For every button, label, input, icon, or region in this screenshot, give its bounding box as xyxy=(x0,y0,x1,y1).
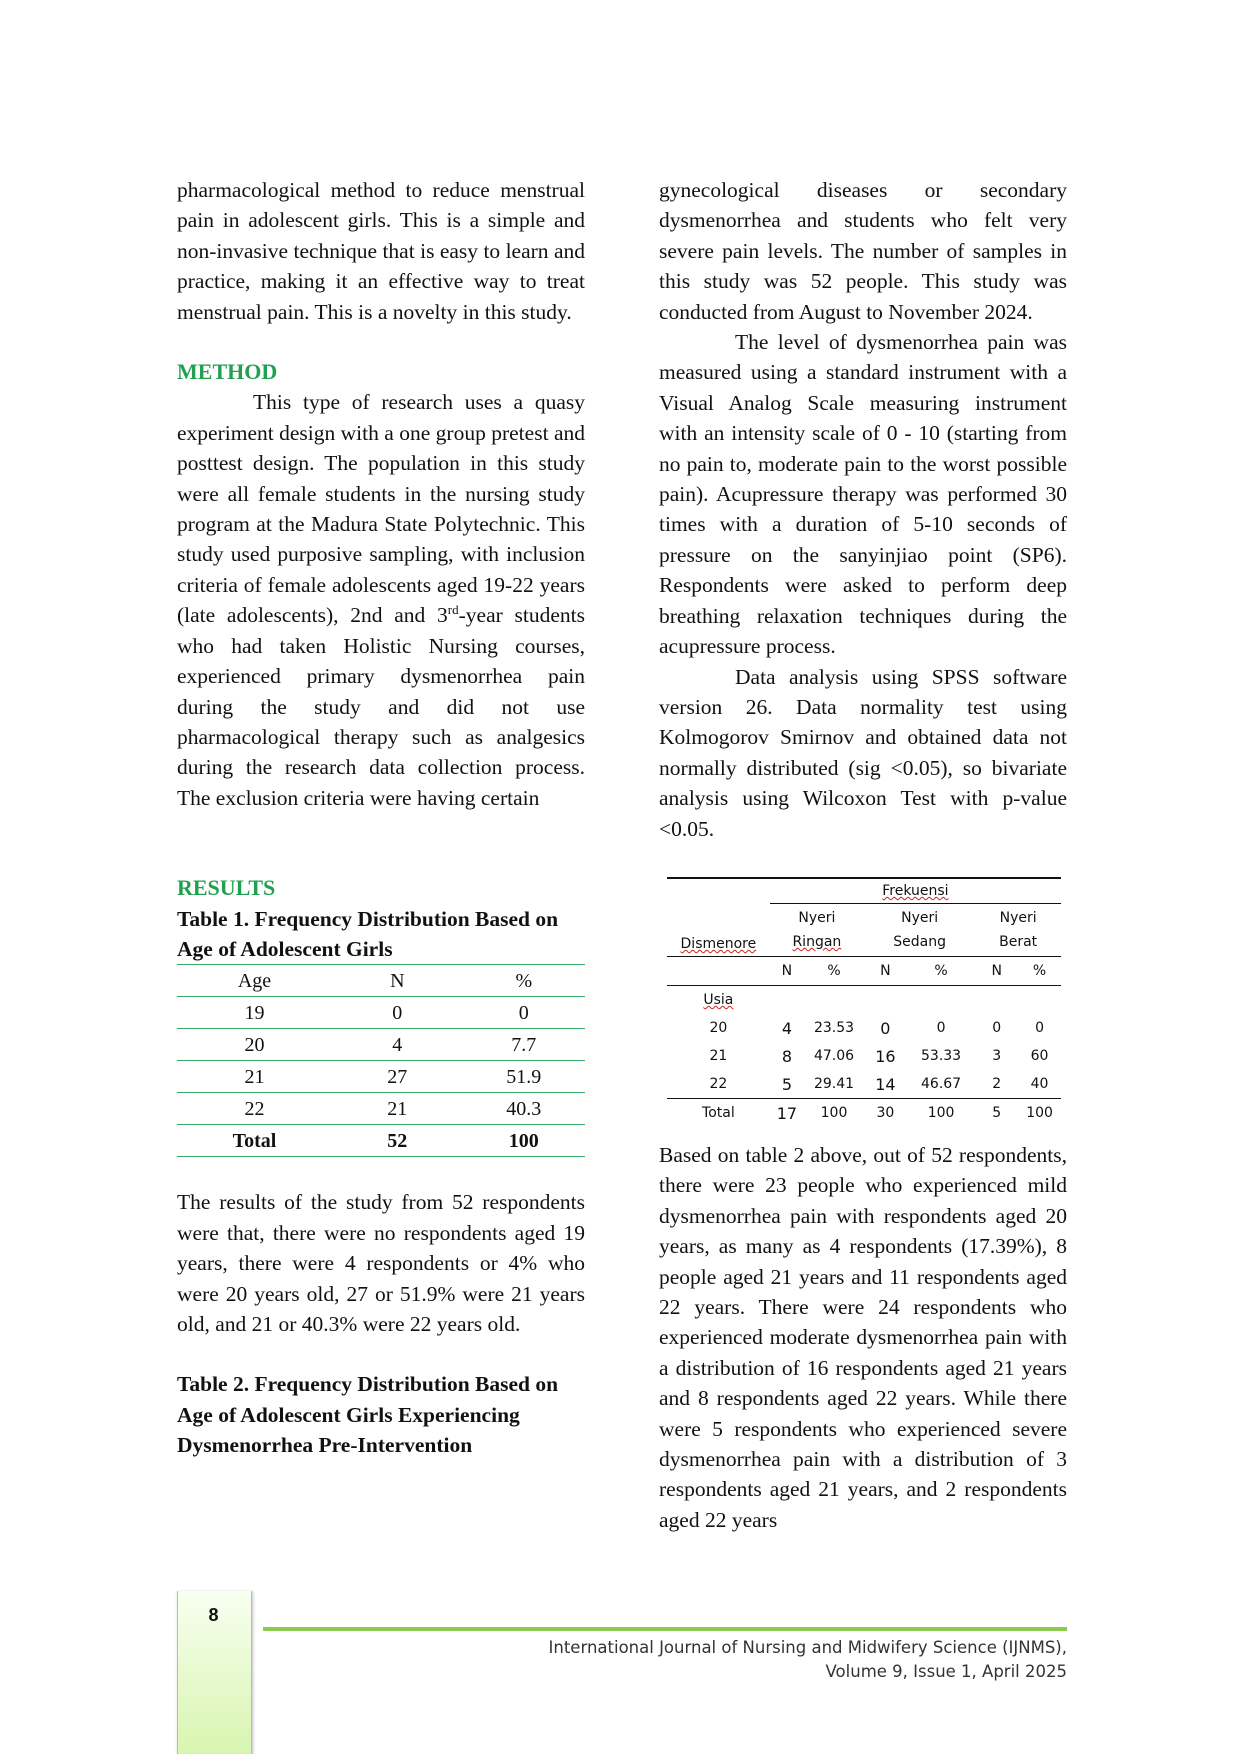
instrument-paragraph: The level of dysmenorrhea pain was measured using a standard instrument with a Visual Analog Scale measuring instrument with an intensity scale of 0 - 10 (starting from no pain to, moderate pain to the worst possible pain). Acupressure therapy was performed 30 times with a duration of 5-10 seconds of pressure on the sanyinjiao point (SP6). Respondents were asked to perform deep breathing relaxation techniques during the acupressure process. xyxy=(659,330,1067,659)
table2-cell: 4 xyxy=(781,1018,792,1038)
table1-cell: 20 xyxy=(177,1029,332,1061)
table2-cell: 21 xyxy=(709,1048,728,1064)
page-number: 8 xyxy=(208,1605,219,1625)
table2-cell: 29.41 xyxy=(804,1070,864,1099)
table2-cell: 40 xyxy=(1018,1070,1061,1099)
table2-cell: 23.53 xyxy=(813,1020,855,1036)
table2-cell: 60 xyxy=(1030,1048,1049,1064)
table2-cell: 30 xyxy=(876,1105,895,1121)
table2-section-label: Usia xyxy=(703,992,734,1008)
table2-cell: % xyxy=(804,957,864,986)
results-heading: RESULTS xyxy=(177,875,276,901)
table-row xyxy=(667,1070,1061,1099)
table1-cell: 51.9 xyxy=(463,1061,585,1093)
table2-cell: 46.67 xyxy=(907,1070,976,1099)
table2-group-ringan: Nyeri Ringan xyxy=(770,904,864,957)
table1-cell: 27 xyxy=(332,1061,463,1093)
table2-cell: 2 xyxy=(975,1070,1018,1099)
table1-cell: 0 xyxy=(332,997,463,1029)
table1-cell: 0 xyxy=(463,997,585,1029)
table1-cell: 52 xyxy=(332,1125,463,1157)
table2-cell: 17 xyxy=(776,1103,798,1123)
table2-cell xyxy=(667,957,770,986)
table1-cell: 21 xyxy=(332,1093,463,1125)
table2-group-sedang: Nyeri Sedang xyxy=(864,904,975,957)
footer-divider xyxy=(263,1627,1067,1631)
table1-caption: Table 1. Frequency Distribution Based on Age of Adolescent Girls xyxy=(177,906,559,961)
table2-cell: 5 xyxy=(992,1105,1002,1121)
table2-group-header: Frekuensi xyxy=(770,878,1061,904)
table-row xyxy=(177,1029,585,1061)
superscript-rd: rd xyxy=(447,602,459,618)
table2-cell: N xyxy=(770,957,804,986)
table2-cell: N xyxy=(975,957,1018,986)
results-paragraph: The results of the study from 52 respondents were that, there were no respondents aged 19 years, there were 4 respondents or 4% who were 20 years old, 27 or 51.9% were 21 years old, and 21 or 40.3% were 22 years old. xyxy=(177,1190,585,1336)
journal-volume: Volume 9, Issue 1, April 2025 xyxy=(825,1662,1067,1681)
table2-cell: 3 xyxy=(992,1048,1002,1064)
table2-cell: Total xyxy=(702,1105,735,1121)
table2-row-header: Dismenore xyxy=(667,878,770,957)
table1-cell: 4 xyxy=(332,1029,463,1061)
table-row xyxy=(177,1093,585,1125)
table2-discussion-paragraph: Based on table 2 above, out of 52 respondents, there were 23 people who experienced mild dysmenorrhea pain with respondents aged 20 years, as many as 4 respondents (17.39%), 8 people aged 21 years and 11 respondents aged 22 years. There were 24 respondents who experienced moderate dysmenorrhea pain with a distribution of 16 respondents aged 21 years and 8 respondents aged 22 years. While there were 5 respondents who experienced severe dysmenorrhea pain with a distribution of 3 respondents aged 21 years, and 2 respondents aged 22 years xyxy=(659,1143,1067,1532)
method-heading: METHOD xyxy=(177,359,278,385)
table2-cell: 0 xyxy=(992,1020,1002,1036)
table2-caption: Table 2. Frequency Distribution Based on Age of Adolescent Girls Experiencing Dysmenorrhea Pre-Intervention xyxy=(177,1372,559,1458)
table-row xyxy=(667,1042,1061,1070)
table2-cell: 0 xyxy=(1035,1020,1045,1036)
table-row xyxy=(177,997,585,1029)
journal-footer xyxy=(549,1636,1067,1684)
table2-cell: 20 xyxy=(709,1020,728,1036)
intro-paragraph: pharmacological method to reduce menstrual pain in adolescent girls. This is a simple and non-invasive technique that is easy to learn and practice, making it an effective way to treat menstrual pain. This is a novelty in this study. xyxy=(177,178,585,324)
table1-cell: 100 xyxy=(463,1125,585,1157)
table2-group-row xyxy=(667,878,1061,904)
table2-cell: 0 xyxy=(880,1018,891,1038)
table2-total-row xyxy=(667,1099,1061,1128)
table2 xyxy=(667,877,1061,1127)
right-column xyxy=(659,175,1067,844)
table1-header-age: Age xyxy=(177,965,332,997)
table2-sub-row xyxy=(667,957,1061,986)
table1-header-percent: % xyxy=(463,965,585,997)
table1-total-row xyxy=(177,1125,585,1157)
table1-header-row xyxy=(177,965,585,997)
table2-cell: 100 xyxy=(927,1105,955,1121)
table2-cell: N xyxy=(864,957,907,986)
table2-cell: 16 xyxy=(875,1046,896,1066)
table1-cell: 19 xyxy=(177,997,332,1029)
table2-cell: 5 xyxy=(770,1070,804,1099)
table2-cell: % xyxy=(907,957,976,986)
journal-name: International Journal of Nursing and Midwifery Science (IJNMS), xyxy=(548,1638,1067,1657)
table1-cell: Total xyxy=(177,1125,332,1157)
table1 xyxy=(177,964,585,1157)
table1-cell: 21 xyxy=(177,1061,332,1093)
right-column-lower xyxy=(659,1140,1067,1535)
table1-cell: 7.7 xyxy=(463,1029,585,1061)
table2-cell: 100 xyxy=(1026,1105,1053,1121)
table-row xyxy=(667,1014,1061,1042)
exclusion-paragraph: gynecological diseases or secondary dysmenorrhea and students who felt very severe pain levels. The number of samples in this study was 52 people. This study was conducted from August to November 2024. xyxy=(659,178,1067,324)
table2-cell: 14 xyxy=(864,1070,907,1099)
table2-cell: 47.06 xyxy=(813,1048,855,1064)
table2-cell: 100 xyxy=(820,1105,848,1121)
table2-section-row xyxy=(667,986,1061,1015)
table2-cell: % xyxy=(1018,957,1061,986)
left-column xyxy=(177,175,585,1461)
table2-group-berat: Nyeri Berat xyxy=(975,904,1061,957)
table1-header-n: N xyxy=(332,965,463,997)
table2-cell: 8 xyxy=(781,1046,792,1066)
table-row xyxy=(177,1061,585,1093)
table2-cell: 0 xyxy=(936,1020,946,1036)
table2-cell: 22 xyxy=(667,1070,770,1099)
table1-cell: 22 xyxy=(177,1093,332,1125)
table1-cell: 40.3 xyxy=(463,1093,585,1125)
table2-cell: 53.33 xyxy=(921,1048,962,1064)
analysis-paragraph: Data analysis using SPSS software version 26. Data normality test using Kolmogorov Smirnov and obtained data not normally distributed (sig <0.05), so bivariate analysis using Wilcoxon Test with p-value <0.05. xyxy=(659,664,1067,841)
method-paragraph: This type of research uses a quasy experiment design with a one group pretest and posttest design. The population in this study were all female students in the nursing study program at the Madura State Polytechnic. This study used purposive sampling, with inclusion criteria of female adolescents aged 19-22 years (late adolescents), 2nd and 3rd-year students who had taken Holistic Nursing courses, experienced primary dysmenorrhea pain during the study and did not use pharmacological therapy such as analgesics during the research data collection process. The exclusion criteria were having certain xyxy=(177,390,585,810)
